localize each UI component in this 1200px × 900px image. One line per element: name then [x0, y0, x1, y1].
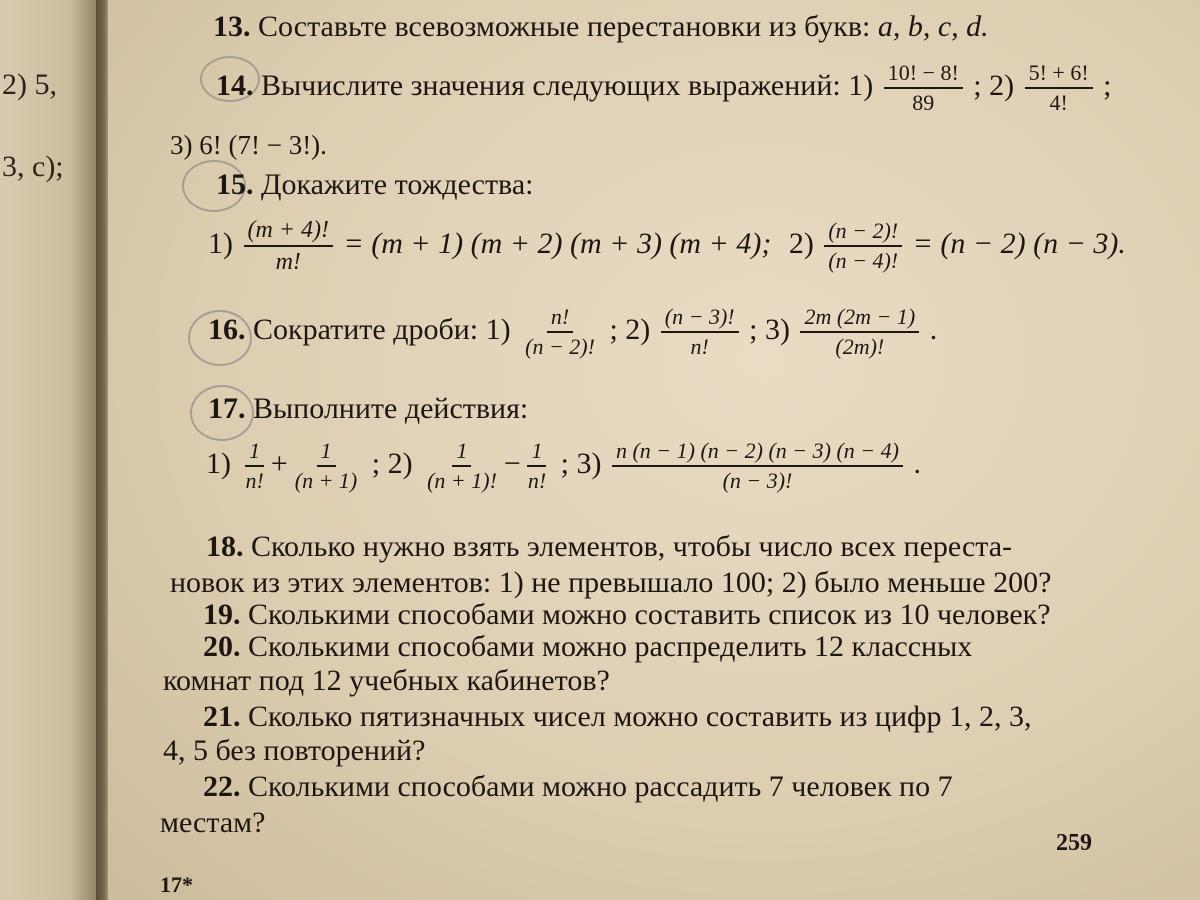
problem-18-line2: новок из этих элементов: 1) не превышало 100; 2) было меньше 200? [170, 566, 1052, 599]
problem-19: 19. Сколькими способами можно составить список из 10 человек? [203, 598, 1051, 631]
problem-15-items: 1) $\frac{(m + 4)!}{m!}$ = (m + 1) (m + 2) (m + 3) (m + 4); 2) $\frac{(n - 2)!}{(n - 4)!}$ = (n − 2) (n − 3). [208, 217, 1126, 275]
problem-17-items: 1) $\frac{1}{n!}$ + $\frac{1}{(n + 1)}$ ; 2) $\frac{1}{(n + 1)!}$ − $\frac{1}{n!}$ ; 3) $\frac{n (n - 1) (n - 2) (n - 3) (n - 4)}{(n - 3)!}$ . [206, 438, 921, 493]
page-number: 259 [1056, 830, 1092, 856]
problem-21-line2: 4, 5 без повторений? [163, 734, 426, 767]
problem-13: 13. Составьте всевозможные перестановки из букв: a, b, c, d. [213, 10, 989, 43]
problem-17: 17. Выполните действия: [208, 392, 529, 425]
fraction: $\frac{1}{(n + 1)!}$ [427, 438, 497, 493]
left-margin-fragment: 3, c); [2, 150, 64, 183]
fraction: $\frac{5! + 6!}{4!}$ [1025, 62, 1093, 114]
problem-21: 21. Сколько пятизначных чисел можно составить из цифр 1, 2, 3, [203, 700, 1032, 733]
problem-16: 16. Сократите дроби: 1) $\frac{n!}{(n - 2)!}$ ; 2) $\frac{(n - 3)!}{n!}$ ; 3) $\frac{2m (2m - 1)}{(2m)!}$ . [208, 304, 938, 359]
problem-22: 22. Сколькими способами можно рассадить 7 человек по 7 [203, 770, 953, 803]
left-margin-fragment: 2) 5, [2, 68, 57, 101]
fraction: $\frac{(n - 3)!}{n!}$ [661, 306, 739, 358]
signature-mark: 17* [160, 872, 193, 897]
problem-20: 20. Сколькими способами можно распределить 12 классных [203, 630, 973, 663]
fraction: $\frac{n (n - 1) (n - 2) (n - 3) (n - 4)}{(n - 3)!}$ [612, 440, 903, 492]
problem-20-line2: комнат под 12 учебных кабинетов? [163, 664, 610, 697]
problem-14: 14. Вычислите значения следующих выражений: 1) $\frac{10! - 8!}{89}$ ; 2) $\frac{5! + 6!}{4!}$ ; [216, 60, 1112, 115]
fraction: $\frac{2m (2m - 1)}{(2m)!}$ [800, 306, 919, 358]
problem-15: 15. Докажите тождества: [216, 168, 534, 201]
book-page [108, 0, 1200, 900]
problem-18: 18. Сколько нужно взять элементов, чтобы число всех переста- [206, 530, 1013, 563]
problem-14-line2: 3) 6! (7! − 3!). [170, 130, 327, 160]
fraction: $\frac{10! - 8!}{89}$ [884, 62, 963, 114]
fraction: $\frac{1}{n!}$ [527, 438, 547, 493]
fraction: $\frac{(n - 2)!}{(n - 4)!}$ [824, 220, 902, 272]
problem-22-line2: местам? [160, 806, 266, 839]
left-page-edge [0, 0, 100, 900]
fraction: $\frac{1}{n!}$ [245, 438, 264, 493]
fraction: $\frac{1}{(n + 1)}$ [294, 438, 358, 493]
fraction: $\frac{n!}{(n - 2)!}$ [525, 304, 595, 359]
fraction: $\frac{(m + 4)!}{m!}$ [244, 218, 334, 274]
